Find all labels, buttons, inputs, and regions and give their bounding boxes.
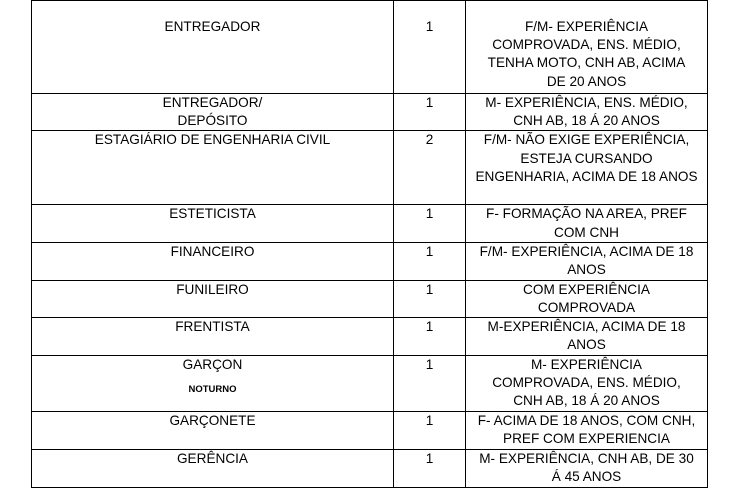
position-cell	[32, 242, 394, 280]
position-text: GARÇONETE	[169, 412, 256, 428]
quantity-text: 1	[425, 19, 434, 34]
position-cell	[32, 94, 394, 131]
quantity-cell	[394, 280, 466, 317]
requirements-text: F/M- NÃO EXIGE EXPERIÊNCIA, ESTEJA CURSANDO ENGENHARIA, ACIMA DE 18 ANOS	[475, 132, 698, 184]
position-text: ESTETICISTA	[169, 206, 256, 222]
position-cell	[32, 1, 394, 94]
table-row	[32, 1, 708, 94]
quantity-text: 1	[425, 450, 434, 466]
requirements-text: M- EXPERIÊNCIA, CNH AB, DE 30 Á 45 ANOS	[479, 450, 694, 484]
requirements-text: M- EXPERIÊNCIA COMPROVADA, ENS. MÉDIO, CNH AB, 18 Á 20 ANOS	[492, 356, 681, 409]
requirements-text: F- FORMAÇÃO NA AREA, PREF COM CNH	[486, 206, 687, 240]
quantity-text: 1	[425, 206, 434, 222]
position-text: GARÇON	[182, 356, 243, 372]
quantity-text: 1	[425, 95, 434, 110]
requirements-cell	[466, 205, 708, 242]
table-row	[32, 131, 708, 205]
requirements-cell	[466, 131, 708, 205]
table-row	[32, 411, 708, 449]
requirements-text: F/M- EXPERIÊNCIA, ACIMA DE 18 ANOS	[479, 243, 694, 278]
position-text: ENTREGADOR/ DEPÓSITO	[162, 95, 263, 129]
position-cell	[32, 131, 394, 205]
position-text: ENTREGADOR	[164, 19, 261, 34]
quantity-cell	[394, 131, 466, 205]
position-cell	[32, 318, 394, 355]
shift-note: NOTURNO	[188, 383, 237, 395]
requirements-text: M- EXPERIÊNCIA, ENS. MÉDIO, CNH AB, 18 Á 20 ANOS	[485, 95, 688, 129]
position-cell	[32, 355, 394, 411]
requirements-cell	[466, 94, 708, 131]
requirements-cell	[466, 411, 708, 449]
position-cell	[32, 205, 394, 242]
quantity-cell	[394, 242, 466, 280]
requirements-text: COM EXPERIÊNCIA COMPROVADA	[523, 281, 650, 316]
position-text: FUNILEIRO	[176, 281, 249, 297]
table-row	[32, 449, 708, 487]
table-row	[32, 94, 708, 131]
quantity-cell	[394, 205, 466, 242]
quantity-text: 1	[425, 243, 434, 259]
requirements-text: F- ACIMA DE 18 ANOS, COM CNH, PREF COM EXPERIENCIA	[477, 412, 696, 446]
quantity-text: 1	[425, 356, 434, 372]
quantity-cell	[394, 411, 466, 449]
requirements-cell	[466, 355, 708, 411]
quantity-cell	[394, 1, 466, 94]
quantity-text: 2	[425, 132, 434, 148]
quantity-cell	[394, 355, 466, 411]
requirements-cell	[466, 242, 708, 280]
requirements-text: M-EXPERIÊNCIA, ACIMA DE 18 ANOS	[487, 319, 686, 353]
requirements-text: F/M- EXPERIÊNCIA COMPROVADA, ENS. MÉDIO, TENHA MOTO, CNH AB, ACIMA DE 20 ANOS	[487, 19, 686, 89]
quantity-cell	[394, 94, 466, 131]
requirements-cell	[466, 1, 708, 94]
requirements-cell	[466, 280, 708, 317]
table-row	[32, 280, 708, 317]
table-row	[32, 205, 708, 242]
position-text: ESTAGIÁRIO DE ENGENHARIA CIVIL	[94, 132, 331, 148]
job-openings-table	[31, 0, 708, 488]
quantity-cell	[394, 449, 466, 487]
quantity-text: 1	[425, 412, 434, 428]
table-row	[32, 318, 708, 355]
quantity-text: 1	[425, 319, 434, 335]
position-cell	[32, 280, 394, 317]
quantity-text: 1	[425, 281, 434, 297]
position-cell	[32, 449, 394, 487]
table-row	[32, 355, 708, 411]
position-text: FINANCEIRO	[170, 243, 255, 259]
quantity-cell	[394, 318, 466, 355]
requirements-cell	[466, 318, 708, 355]
position-text: FRENTISTA	[175, 319, 250, 335]
table-row	[32, 242, 708, 280]
requirements-cell	[466, 449, 708, 487]
position-text: GERÊNCIA	[176, 450, 248, 466]
position-cell	[32, 411, 394, 449]
